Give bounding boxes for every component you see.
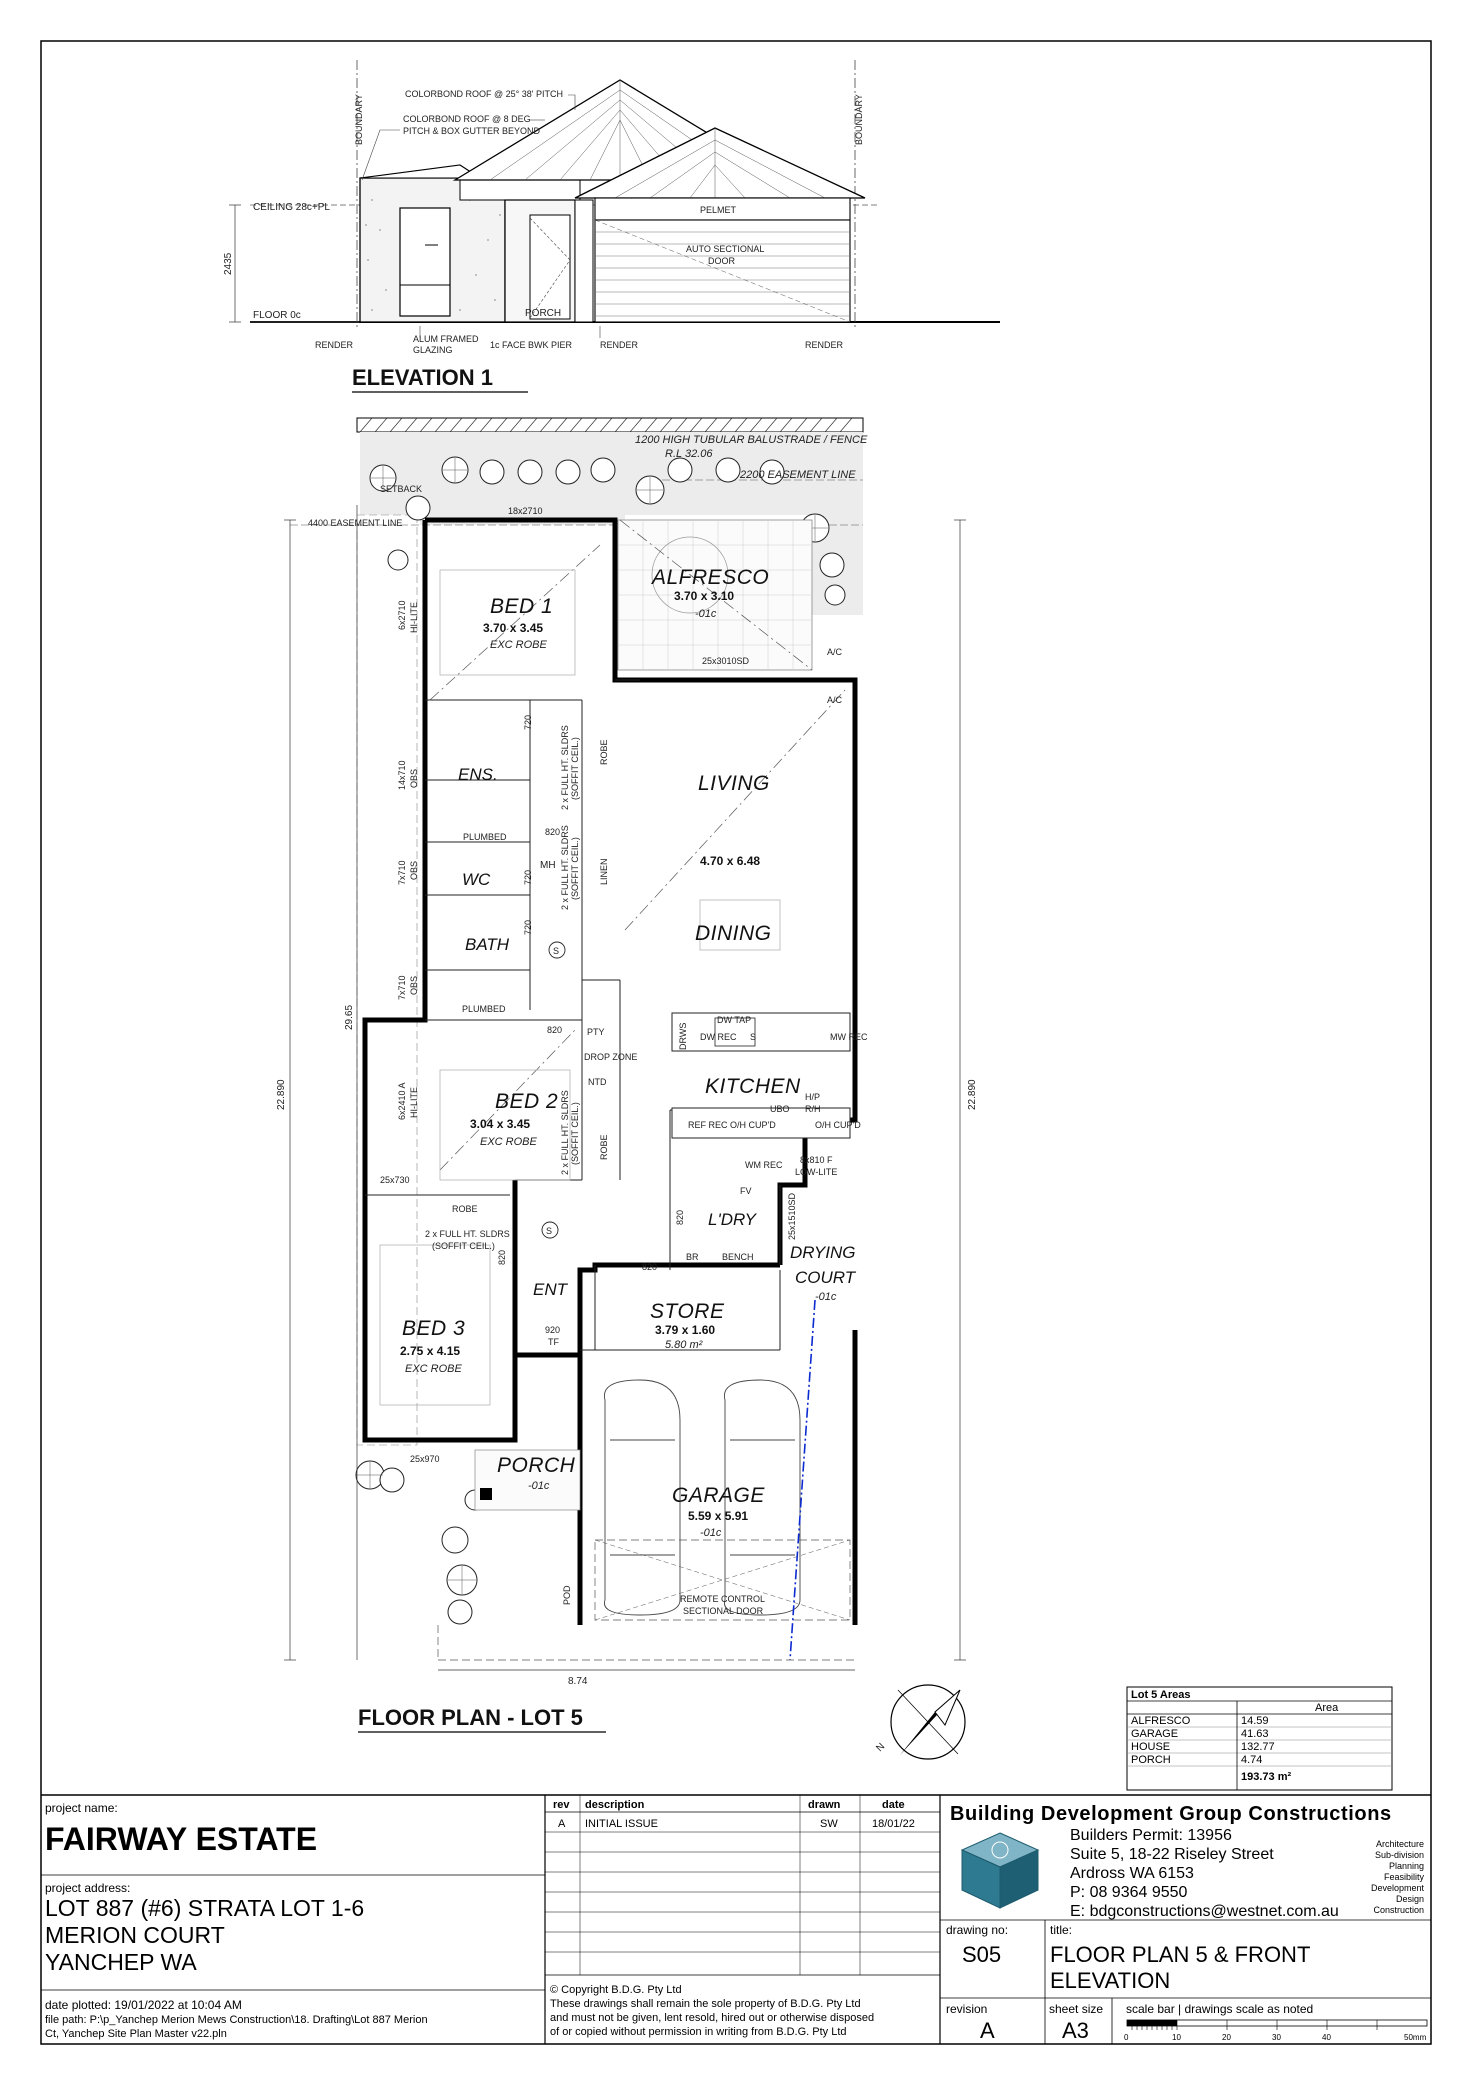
elev-door-2: DOOR <box>708 256 735 266</box>
scale-tick-10: 10 <box>1172 2033 1181 2042</box>
title-label: title: <box>1050 1923 1073 1937</box>
date-plotted: date plotted: 19/01/2022 at 10:04 AM <box>45 1998 242 2012</box>
room-porch-note: -01c <box>528 1480 550 1492</box>
scale-tick-30: 30 <box>1272 2033 1281 2042</box>
elev-pier: 1c FACE BWK PIER <box>490 340 573 350</box>
scale-bar <box>1127 2020 1427 2030</box>
service-1: Architecture <box>1375 1839 1424 1849</box>
label-remote-2: SECTIONAL DOOR <box>683 1606 764 1616</box>
drawing-no: S05 <box>962 1942 1002 1967</box>
label-820-c: 820 <box>675 1209 685 1225</box>
scale-label: scale bar | drawings scale as noted <box>1126 2002 1314 2016</box>
project-address-1: LOT 887 (#6) STRATA LOT 1-6 <box>45 1895 365 1921</box>
areas-row-4-name: PORCH <box>1131 1754 1171 1766</box>
label-ubo: UBO <box>770 1104 790 1114</box>
label-hp: H/P <box>805 1092 821 1102</box>
room-bed2-note: EXC ROBE <box>480 1136 537 1148</box>
dim-overall-left: 22.890 <box>276 1079 287 1110</box>
label-slider-3: 2 x FULL HT. SLDRS <box>560 1090 570 1175</box>
areas-row-3-name: HOUSE <box>1131 1741 1171 1753</box>
label-fv: FV <box>740 1186 752 1196</box>
sheet-size-label: sheet size <box>1049 2002 1104 2016</box>
label-720-b: 720 <box>523 869 533 885</box>
room-bed2-name: BED 2 <box>495 1090 559 1113</box>
label-drop-zone: DROP ZONE <box>584 1052 638 1062</box>
smoke-detector-2: S <box>546 1226 553 1236</box>
room-wc-name: WC <box>462 870 491 889</box>
company-street: Suite 5, 18-22 Riseley Street <box>1070 1846 1274 1863</box>
rev-header-rev: rev <box>553 1799 570 1811</box>
room-dining-name: DINING <box>695 922 772 945</box>
plan-easement-left: 4400 EASEMENT LINE <box>308 518 403 528</box>
label-hilite-1: HI-LITE <box>409 601 419 633</box>
elev-porch: PORCH <box>525 308 562 319</box>
room-store-name: STORE <box>650 1300 725 1323</box>
label-obs-3: OBS <box>409 975 419 995</box>
label-dw-tap: DW TAP <box>717 1015 752 1025</box>
label-oh-cupd-1: O/H CUP'D <box>730 1120 776 1130</box>
floor-plan-drawing <box>284 418 966 1670</box>
file-path-2: Ct, Yanchep Site Plan Master v22.pln <box>45 2028 227 2040</box>
room-bed1-size: 3.70 x 3.45 <box>483 621 544 635</box>
elevation-drawing <box>229 60 1000 338</box>
label-pty: PTY <box>587 1027 605 1037</box>
label-rh: R/H <box>805 1104 821 1114</box>
room-store-size: 3.79 x 1.60 <box>655 1323 716 1337</box>
areas-total: 193.73 m² <box>1241 1771 1292 1783</box>
elevation-title: ELEVATION 1 <box>352 365 493 390</box>
room-garage-note: -01c <box>700 1527 722 1539</box>
room-bed3-note: EXC ROBE <box>405 1363 462 1375</box>
copyright-3: and must not be given, lent resold, hired out or otherwise disposed <box>550 2012 875 2024</box>
company-suburb: Ardross WA 6153 <box>1070 1865 1194 1882</box>
label-25x3010sd: 25x3010SD <box>702 656 750 666</box>
label-soffit-2: (SOFFIT CEIL.) <box>570 837 580 900</box>
label-bench: BENCH <box>722 1252 754 1262</box>
label-sink: S <box>750 1032 757 1042</box>
label-25x730: 25x730 <box>380 1175 410 1185</box>
label-soffit-4: (SOFFIT CEIL.) <box>432 1241 495 1251</box>
label-pod: POD <box>562 1585 572 1605</box>
label-slider-4: 2 x FULL HT. SLDRS <box>425 1229 510 1239</box>
service-3: Planning <box>1388 1861 1424 1871</box>
elev-door-1: AUTO SECTIONAL <box>686 244 765 254</box>
room-bed2-size: 3.04 x 3.45 <box>470 1117 531 1131</box>
revision-value: A <box>980 2018 995 2043</box>
areas-row-2-value: 41.63 <box>1241 1728 1269 1740</box>
room-porch-name: PORCH <box>497 1454 576 1477</box>
room-drying-name-2: COURT <box>795 1268 856 1287</box>
north-arrow-icon <box>891 1685 965 1759</box>
elev-ceiling: CEILING 28c+PL <box>253 202 330 213</box>
label-robe-1: ROBE <box>599 739 609 765</box>
label-6x2710: 6x2710 <box>397 600 407 630</box>
service-4: Feasibility <box>1383 1872 1424 1882</box>
areas-row-1-name: ALFRESCO <box>1131 1715 1191 1727</box>
project-address-label: project address: <box>45 1881 131 1895</box>
label-14x710: 14x710 <box>397 760 407 790</box>
room-bed3-size: 2.75 x 4.15 <box>400 1344 461 1358</box>
company-email: E: bdgconstructions@westnet.com.au <box>1070 1903 1339 1920</box>
label-6x2410: 6x2410 A <box>397 1082 407 1120</box>
label-18x2710: 18x2710 <box>508 506 543 516</box>
drawing-no-label: drawing no: <box>946 1923 1009 1937</box>
room-store-note: 5.80 m² <box>665 1339 703 1351</box>
label-slider-1: 2 x FULL HT. SLDRS <box>560 725 570 810</box>
title-line-1: FLOOR PLAN 5 & FRONT <box>1050 1942 1311 1967</box>
floor-plan-title: FLOOR PLAN - LOT 5 <box>358 1705 583 1730</box>
label-plumbed-2: PLUMBED <box>462 1004 506 1014</box>
company-phone: P: 08 9364 9550 <box>1070 1884 1188 1901</box>
label-8x810: 8x810 F <box>800 1155 833 1165</box>
label-slider-2: 2 x FULL HT. SLDRS <box>560 825 570 910</box>
areas-header: Area <box>1315 1702 1339 1714</box>
copyright-1: © Copyright B.D.G. Pty Ltd <box>550 1984 682 1996</box>
label-mh: MH <box>540 860 556 871</box>
label-wm-rec: WM REC <box>745 1160 783 1170</box>
label-25x970: 25x970 <box>410 1454 440 1464</box>
room-bed3-name: BED 3 <box>402 1317 466 1340</box>
label-25x1510sd: 25x1510SD <box>787 1192 797 1240</box>
dim-overall-right: 22.890 <box>967 1079 978 1110</box>
project-address-2: MERION COURT <box>45 1922 225 1948</box>
elev-render-2: RENDER <box>600 340 639 350</box>
label-820-b: 820 <box>547 1025 563 1035</box>
smoke-detector-1: S <box>553 946 560 956</box>
elev-render-3: RENDER <box>805 340 844 350</box>
label-ac-1: A/C <box>827 647 843 657</box>
service-6: Design <box>1395 1894 1424 1904</box>
room-kitchen-name: KITCHEN <box>705 1075 801 1098</box>
copyright-4: of or copied without permission in writing from B.D.G. Pty Ltd <box>550 2026 847 2038</box>
label-820-d: 820 <box>497 1249 507 1265</box>
room-alfresco-note: -01c <box>695 608 717 620</box>
elev-pelmet: PELMET <box>700 205 737 215</box>
label-mw-rec: MW REC <box>830 1032 868 1042</box>
elev-floor: FLOOR 0c <box>253 310 301 321</box>
room-drying-name-1: DRYING <box>790 1243 856 1262</box>
room-drying-note: -01c <box>815 1291 837 1303</box>
dim-width-bottom: 8.74 <box>568 1676 588 1687</box>
label-plumbed-1: PLUMBED <box>463 832 507 842</box>
label-ref-rec: REF REC <box>688 1120 728 1130</box>
label-lowlite: LOW-LITE <box>795 1167 838 1177</box>
service-2: Sub-division <box>1374 1850 1424 1860</box>
label-hilite-2: HI-LITE <box>409 1086 419 1118</box>
rev-header-date: date <box>882 1799 905 1811</box>
label-920: 920 <box>545 1325 561 1335</box>
areas-row-3-value: 132.77 <box>1241 1741 1275 1753</box>
elev-roof-main: COLORBOND ROOF @ 25° 38' PITCH <box>405 89 563 99</box>
label-soffit-1: (SOFFIT CEIL.) <box>570 737 580 800</box>
title-line-2: ELEVATION <box>1050 1968 1171 1993</box>
room-bed1-note: EXC ROBE <box>490 639 547 651</box>
room-bath-name: BATH <box>465 935 510 954</box>
label-ac-2: A/C <box>827 695 843 705</box>
rev-row-1-date: 18/01/22 <box>872 1818 915 1830</box>
areas-title: Lot 5 Areas <box>1131 1689 1191 1701</box>
label-7x710-b: 7x710 <box>397 975 407 1000</box>
label-robe-2: ROBE <box>599 1134 609 1160</box>
areas-row-1-value: 14.59 <box>1241 1715 1269 1727</box>
service-7: Construction <box>1373 1905 1424 1915</box>
room-ens-name: ENS. <box>458 765 498 784</box>
company-logo-icon <box>962 1833 1038 1908</box>
label-dw-rec: DW REC <box>700 1032 737 1042</box>
label-br: BR <box>686 1252 699 1262</box>
sheet-size-value: A3 <box>1062 2018 1089 2043</box>
plan-easement-top: 2200 EASEMENT LINE <box>740 469 856 481</box>
revision-label: revision <box>946 2002 988 2016</box>
elev-boundary-left: BOUNDARY <box>354 94 364 145</box>
north-label: N <box>874 1741 888 1755</box>
label-obs-2: OBS <box>409 860 419 880</box>
rev-row-1-description: INITIAL ISSUE <box>585 1818 658 1830</box>
scale-tick-50: 50mm <box>1404 2033 1427 2042</box>
rev-row-1-drawn: SW <box>820 1818 838 1830</box>
room-ldry-name: L'DRY <box>708 1210 756 1229</box>
label-drws: DRWS <box>678 1022 688 1050</box>
label-720-a: 720 <box>523 714 533 730</box>
copyright-2: These drawings shall remain the sole property of B.D.G. Pty Ltd <box>550 1998 861 2010</box>
room-living-name: LIVING <box>698 772 770 795</box>
elev-glazing-2: GLAZING <box>413 345 453 355</box>
project-name: FAIRWAY ESTATE <box>45 1821 318 1857</box>
elev-boundary-right: BOUNDARY <box>854 94 864 145</box>
label-obs-1: OBS <box>409 768 419 788</box>
areas-row-2-name: GARAGE <box>1131 1728 1179 1740</box>
label-oh-cupd-2: O/H CUP'D <box>815 1120 861 1130</box>
dim-inner-left: 29.65 <box>344 1004 355 1030</box>
elev-roof-low-1: COLORBOND ROOF @ 8 DEG <box>403 114 531 124</box>
scale-tick-0: 0 <box>1124 2033 1129 2042</box>
elev-render-1: RENDER <box>315 340 354 350</box>
scale-tick-40: 40 <box>1322 2033 1331 2042</box>
room-alfresco-size: 3.70 x 3.10 <box>674 589 735 603</box>
areas-row-4-value: 4.74 <box>1241 1754 1263 1766</box>
company-permit: Builders Permit: 13956 <box>1070 1827 1232 1844</box>
scale-tick-20: 20 <box>1222 2033 1231 2042</box>
room-garage-name: GARAGE <box>672 1484 765 1507</box>
rev-header-description: description <box>585 1799 645 1811</box>
label-remote-1: REMOTE CONTROL <box>680 1594 766 1604</box>
label-820-a: 820 <box>545 827 561 837</box>
room-alfresco-name: ALFRESCO <box>652 566 770 589</box>
project-address-3: YANCHEP WA <box>45 1949 197 1975</box>
room-bed1-name: BED 1 <box>490 595 554 618</box>
project-name-label: project name: <box>45 1801 118 1815</box>
elev-glazing-1: ALUM FRAMED <box>413 334 479 344</box>
label-7x710-a: 7x710 <box>397 860 407 885</box>
file-path-1: file path: P:\p_Yanchep Merion Mews Construction\18. Drafting\Lot 887 Merion <box>45 2014 428 2026</box>
label-720-c: 720 <box>523 919 533 935</box>
label-soffit-3: (SOFFIT CEIL.) <box>570 1102 580 1165</box>
label-robe-3: ROBE <box>452 1204 478 1214</box>
label-linen: LINEN <box>599 858 609 885</box>
rev-row-1-rev: A <box>558 1818 566 1830</box>
label-820-e: 820 <box>642 1262 658 1272</box>
room-garage-size: 5.59 x 5.91 <box>688 1509 749 1523</box>
elev-height: 2435 <box>223 252 234 275</box>
plan-rl: R.L 32.06 <box>665 448 713 460</box>
room-living-size: 4.70 x 6.48 <box>700 854 761 868</box>
room-ent-name: ENT <box>533 1280 567 1299</box>
service-5: Development <box>1370 1883 1424 1893</box>
label-ntd: NTD <box>588 1077 607 1087</box>
plan-setback: SETBACK <box>380 484 423 494</box>
plan-fence: 1200 HIGH TUBULAR BALUSTRADE / FENCE <box>635 434 868 446</box>
company-name: Building Development Group Constructions <box>950 1803 1392 1825</box>
elev-roof-low-2: PITCH & BOX GUTTER BEYOND <box>403 126 541 136</box>
rev-header-drawn: drawn <box>808 1799 841 1811</box>
label-tf: TF <box>548 1337 559 1347</box>
